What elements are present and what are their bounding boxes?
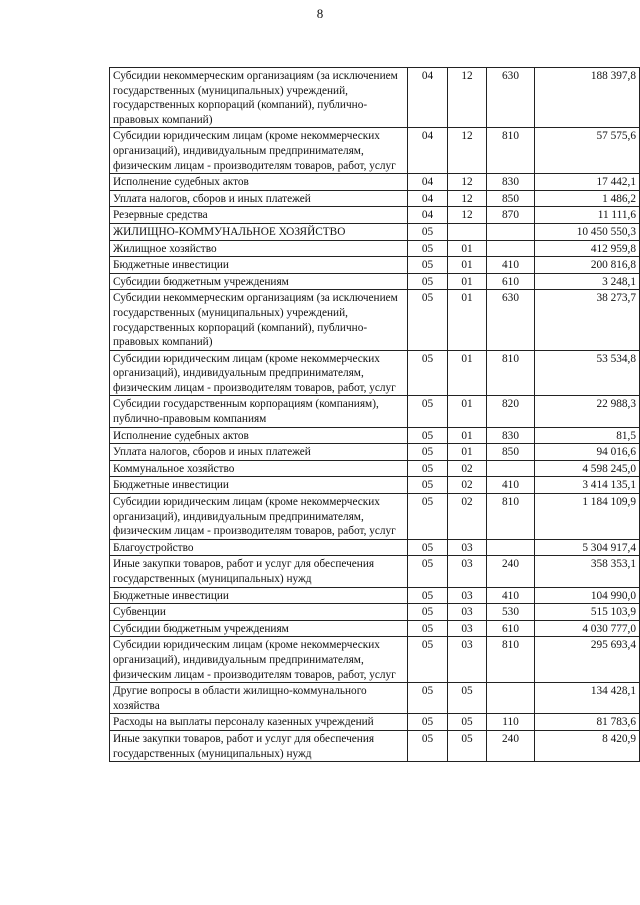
- row-amount: 188 397,8: [535, 68, 640, 128]
- row-expense-kind-code: 630: [487, 68, 535, 128]
- row-section-code: 05: [408, 556, 448, 587]
- row-subsection-code: 02: [448, 494, 487, 540]
- row-name: Субсидии бюджетным учреждениям: [110, 620, 408, 637]
- row-section-code: 05: [408, 350, 448, 396]
- row-amount: 22 988,3: [535, 396, 640, 427]
- row-expense-kind-code: 810: [487, 128, 535, 174]
- row-amount: 57 575,6: [535, 128, 640, 174]
- table-row: [110, 683, 640, 714]
- table-row: [110, 637, 640, 683]
- row-expense-kind-code: 850: [487, 444, 535, 461]
- row-expense-kind-code: 810: [487, 637, 535, 683]
- row-subsection-code: 01: [448, 257, 487, 274]
- row-expense-kind-code: 810: [487, 350, 535, 396]
- row-name: ЖИЛИЩНО-КОММУНАЛЬНОЕ ХОЗЯЙСТВО: [110, 223, 408, 240]
- row-amount: 515 103,9: [535, 604, 640, 621]
- table-row: [110, 587, 640, 604]
- table-row: [110, 190, 640, 207]
- table-row: [110, 714, 640, 731]
- row-section-code: 05: [408, 396, 448, 427]
- row-expense-kind-code: 530: [487, 604, 535, 621]
- row-expense-kind-code: 410: [487, 257, 535, 274]
- row-amount: 38 273,7: [535, 290, 640, 350]
- row-name: Субсидии юридическим лицам (кроме некоммерческих организаций), индивидуальным предпринимателям, физическим лицам - производителям товаров, работ, услуг: [110, 637, 408, 683]
- row-amount: 5 304 917,4: [535, 539, 640, 556]
- row-amount: 11 111,6: [535, 207, 640, 224]
- row-amount: 81,5: [535, 427, 640, 444]
- row-subsection-code: [448, 223, 487, 240]
- table-row: [110, 556, 640, 587]
- row-name: Уплата налогов, сборов и иных платежей: [110, 444, 408, 461]
- row-name: Субсидии юридическим лицам (кроме некоммерческих организаций), индивидуальным предпринимателям, физическим лицам - производителям товаров, работ, услуг: [110, 350, 408, 396]
- row-section-code: 05: [408, 620, 448, 637]
- row-expense-kind-code: 240: [487, 730, 535, 761]
- row-name: Жилищное хозяйство: [110, 240, 408, 257]
- row-section-code: 05: [408, 444, 448, 461]
- table-row: [110, 223, 640, 240]
- row-section-code: 05: [408, 714, 448, 731]
- row-amount: 1 486,2: [535, 190, 640, 207]
- table-row: [110, 290, 640, 350]
- table-row: [110, 350, 640, 396]
- row-section-code: 05: [408, 290, 448, 350]
- row-subsection-code: 12: [448, 68, 487, 128]
- row-section-code: 05: [408, 427, 448, 444]
- row-name: Субсидии бюджетным учреждениям: [110, 273, 408, 290]
- table-row: [110, 396, 640, 427]
- row-section-code: 05: [408, 604, 448, 621]
- row-subsection-code: 03: [448, 637, 487, 683]
- row-amount: 358 353,1: [535, 556, 640, 587]
- table-row: [110, 207, 640, 224]
- table-row: [110, 257, 640, 274]
- row-name: Другие вопросы в области жилищно-коммунального хозяйства: [110, 683, 408, 714]
- row-subsection-code: 05: [448, 714, 487, 731]
- row-amount: 10 450 550,3: [535, 223, 640, 240]
- row-amount: 412 959,8: [535, 240, 640, 257]
- row-expense-kind-code: 870: [487, 207, 535, 224]
- row-section-code: 05: [408, 587, 448, 604]
- table-row: [110, 604, 640, 621]
- row-amount: 295 693,4: [535, 637, 640, 683]
- row-expense-kind-code: 410: [487, 587, 535, 604]
- row-amount: 94 016,6: [535, 444, 640, 461]
- table-row: [110, 460, 640, 477]
- row-expense-kind-code: [487, 240, 535, 257]
- table-row: [110, 427, 640, 444]
- row-name: Благоустройство: [110, 539, 408, 556]
- row-expense-kind-code: 820: [487, 396, 535, 427]
- row-amount: 4 598 245,0: [535, 460, 640, 477]
- row-section-code: 05: [408, 273, 448, 290]
- row-subsection-code: 03: [448, 620, 487, 637]
- row-subsection-code: 12: [448, 174, 487, 191]
- row-expense-kind-code: 110: [487, 714, 535, 731]
- row-expense-kind-code: [487, 460, 535, 477]
- row-subsection-code: 03: [448, 556, 487, 587]
- row-name: Субсидии некоммерческим организациям (за исключением государственных (муниципальных) учреждений, государственных корпораций (компаний), публично-правовых компаний): [110, 290, 408, 350]
- row-section-code: 04: [408, 190, 448, 207]
- row-name: Бюджетные инвестиции: [110, 257, 408, 274]
- row-expense-kind-code: 830: [487, 174, 535, 191]
- row-subsection-code: 01: [448, 290, 487, 350]
- row-section-code: 04: [408, 128, 448, 174]
- row-section-code: 05: [408, 477, 448, 494]
- row-expense-kind-code: [487, 223, 535, 240]
- row-section-code: 04: [408, 207, 448, 224]
- table-row: [110, 273, 640, 290]
- row-name: Иные закупки товаров, работ и услуг для обеспечения государственных (муниципальных) нужд: [110, 556, 408, 587]
- row-expense-kind-code: 630: [487, 290, 535, 350]
- row-amount: 200 816,8: [535, 257, 640, 274]
- row-name: Субсидии юридическим лицам (кроме некоммерческих организаций), индивидуальным предпринимателям, физическим лицам - производителям товаров, работ, услуг: [110, 128, 408, 174]
- table-row: [110, 128, 640, 174]
- row-amount: 1 184 109,9: [535, 494, 640, 540]
- row-expense-kind-code: 410: [487, 477, 535, 494]
- row-subsection-code: 03: [448, 587, 487, 604]
- row-section-code: 05: [408, 240, 448, 257]
- row-subsection-code: 03: [448, 604, 487, 621]
- row-amount: 81 783,6: [535, 714, 640, 731]
- row-expense-kind-code: [487, 539, 535, 556]
- row-amount: 8 420,9: [535, 730, 640, 761]
- page-number: 8: [316, 6, 324, 21]
- row-name: Уплата налогов, сборов и иных платежей: [110, 190, 408, 207]
- row-expense-kind-code: 830: [487, 427, 535, 444]
- row-amount: 134 428,1: [535, 683, 640, 714]
- row-subsection-code: 01: [448, 444, 487, 461]
- row-section-code: 05: [408, 257, 448, 274]
- row-amount: 53 534,8: [535, 350, 640, 396]
- row-subsection-code: 12: [448, 128, 487, 174]
- row-subsection-code: 01: [448, 273, 487, 290]
- row-section-code: 05: [408, 730, 448, 761]
- row-name: Исполнение судебных актов: [110, 427, 408, 444]
- row-section-code: 05: [408, 683, 448, 714]
- table-row: [110, 477, 640, 494]
- row-subsection-code: 01: [448, 396, 487, 427]
- row-subsection-code: 05: [448, 730, 487, 761]
- table-row: [110, 730, 640, 761]
- row-name: Бюджетные инвестиции: [110, 477, 408, 494]
- row-section-code: 05: [408, 223, 448, 240]
- row-subsection-code: 12: [448, 207, 487, 224]
- row-subsection-code: 12: [448, 190, 487, 207]
- row-expense-kind-code: [487, 683, 535, 714]
- table-row: [110, 494, 640, 540]
- row-amount: 3 414 135,1: [535, 477, 640, 494]
- row-subsection-code: 03: [448, 539, 487, 556]
- row-name: Субсидии юридическим лицам (кроме некоммерческих организаций), индивидуальным предпринимателям, физическим лицам - производителям товаров, работ, услуг: [110, 494, 408, 540]
- row-expense-kind-code: 610: [487, 620, 535, 637]
- table-row: [110, 444, 640, 461]
- row-name: Субсидии государственным корпорациям (компаниям), публично-правовым компаниям: [110, 396, 408, 427]
- table-row: [110, 240, 640, 257]
- row-section-code: 05: [408, 637, 448, 683]
- row-name: Бюджетные инвестиции: [110, 587, 408, 604]
- row-name: Субвенции: [110, 604, 408, 621]
- table-row: [110, 174, 640, 191]
- row-name: Расходы на выплаты персоналу казенных учреждений: [110, 714, 408, 731]
- row-subsection-code: 02: [448, 460, 487, 477]
- row-amount: 104 990,0: [535, 587, 640, 604]
- row-section-code: 05: [408, 494, 448, 540]
- row-subsection-code: 05: [448, 683, 487, 714]
- row-subsection-code: 02: [448, 477, 487, 494]
- table-row: [110, 539, 640, 556]
- row-name: Субсидии некоммерческим организациям (за исключением государственных (муниципальных) учреждений, государственных корпораций (компаний), публично-правовых компаний): [110, 68, 408, 128]
- budget-table: [109, 67, 640, 762]
- row-expense-kind-code: 810: [487, 494, 535, 540]
- row-expense-kind-code: 240: [487, 556, 535, 587]
- row-name: Резервные средства: [110, 207, 408, 224]
- row-subsection-code: 01: [448, 427, 487, 444]
- row-amount: 4 030 777,0: [535, 620, 640, 637]
- row-amount: 17 442,1: [535, 174, 640, 191]
- row-name: Исполнение судебных актов: [110, 174, 408, 191]
- row-amount: 3 248,1: [535, 273, 640, 290]
- row-section-code: 05: [408, 539, 448, 556]
- row-subsection-code: 01: [448, 350, 487, 396]
- row-name: Коммунальное хозяйство: [110, 460, 408, 477]
- row-section-code: 05: [408, 460, 448, 477]
- row-section-code: 04: [408, 68, 448, 128]
- row-expense-kind-code: 610: [487, 273, 535, 290]
- row-expense-kind-code: 850: [487, 190, 535, 207]
- row-subsection-code: 01: [448, 240, 487, 257]
- table-row: [110, 620, 640, 637]
- row-section-code: 04: [408, 174, 448, 191]
- row-name: Иные закупки товаров, работ и услуг для обеспечения государственных (муниципальных) нужд: [110, 730, 408, 761]
- table-row: [110, 68, 640, 128]
- budget-table-body: [110, 68, 640, 762]
